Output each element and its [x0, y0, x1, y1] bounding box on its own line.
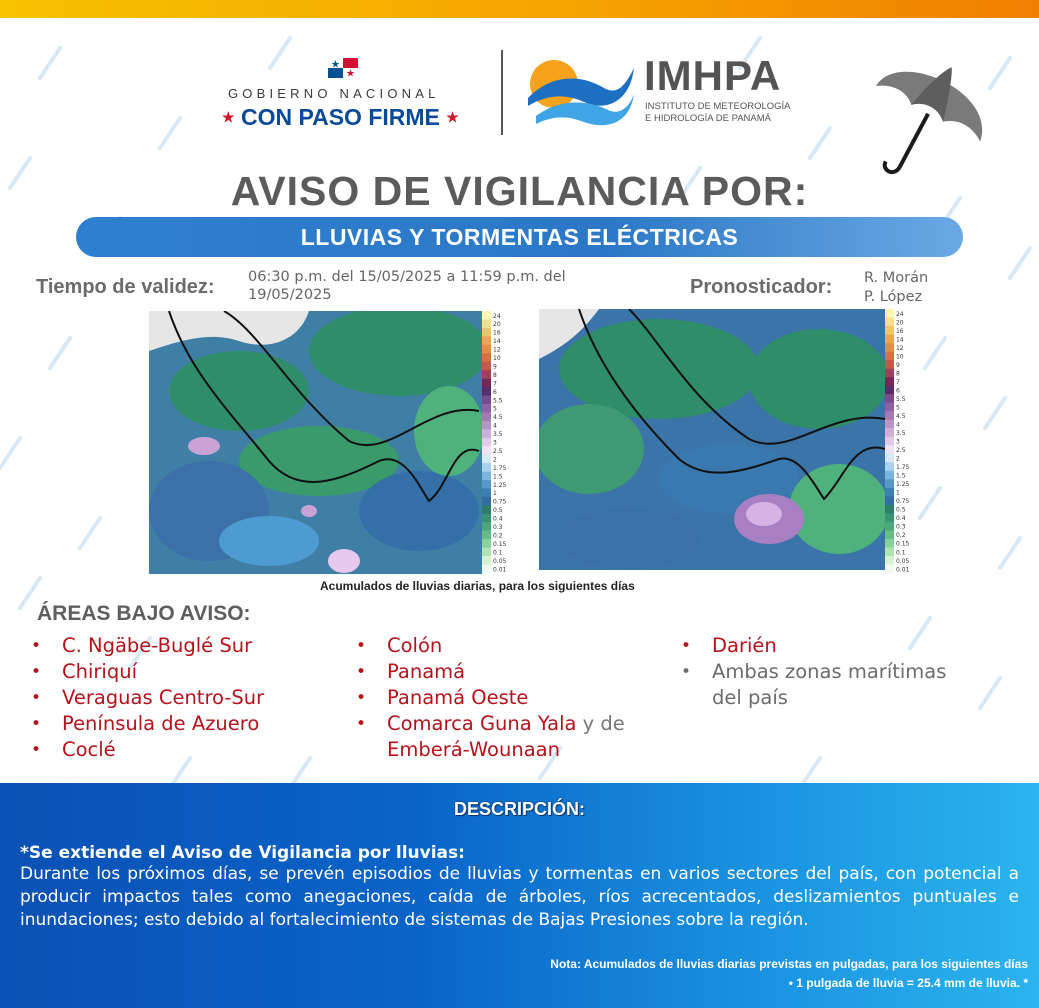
- validity-label: Tiempo de validez:: [36, 276, 215, 298]
- scale-label: 4.5: [493, 414, 503, 422]
- area-item: • Coclé: [31, 737, 264, 763]
- scale-swatch: [885, 547, 894, 556]
- scale-label: 6: [896, 387, 900, 395]
- scale-label: 14: [896, 336, 904, 344]
- scale-label: 1.75: [896, 464, 910, 472]
- areas-column-3: [681, 633, 946, 711]
- government-slogan: [222, 104, 459, 131]
- scale-label: 0.75: [493, 498, 507, 506]
- scale-swatch: [885, 437, 894, 446]
- scale-swatch: [482, 412, 491, 421]
- scale-label: 12: [896, 344, 904, 352]
- footnote-line2: • 1 pulgada de lluvia = 25.4 mm de lluvia. *: [788, 976, 1028, 990]
- scale-swatch: [482, 463, 491, 472]
- area-part: Ambas zonas marítimas: [712, 660, 947, 683]
- rain-scale-day1: [482, 311, 513, 573]
- panama-flag-icon: [328, 58, 358, 78]
- scale-swatch: [482, 446, 491, 455]
- scale-swatch: [482, 522, 491, 531]
- scale-label: 5.5: [493, 397, 503, 405]
- scale-label: 20: [493, 321, 501, 329]
- scale-swatch: [885, 394, 894, 403]
- agency-full-name: [645, 101, 791, 125]
- scale-swatch: [482, 345, 491, 354]
- forecaster-name: P. López: [864, 289, 923, 305]
- scale-swatch: [482, 396, 491, 405]
- rain-map-day2: [539, 309, 885, 570]
- scale-swatch: [482, 497, 491, 506]
- scale-label: 7: [896, 378, 900, 386]
- scale-label: 1.5: [896, 472, 906, 480]
- area-item: • Darién: [681, 633, 946, 659]
- scale-swatch: [885, 411, 894, 420]
- scale-label: 9: [896, 361, 900, 369]
- star-icon: ★: [446, 109, 459, 125]
- scale-swatch: [482, 404, 491, 413]
- scale-swatch: [885, 309, 894, 318]
- description-body: Durante los próximos días, se prevén episodios de lluvias y tormentas en varios sectores del país, con potencial a producir impactos tales como anegaciones, caída de árboles, ríos acrecentados, deslizamientos puntuales e inundaciones; esto debido al fortalecimiento de sistemas de Bajas Presiones sobre la región.: [20, 864, 1019, 930]
- area-item: • Chiriquí: [31, 659, 264, 685]
- area-item: • Panamá: [356, 659, 625, 685]
- scale-label: 3: [896, 438, 900, 446]
- scale-swatch: [885, 445, 894, 454]
- scale-swatch: [885, 343, 894, 352]
- scale-label: 6: [493, 388, 497, 396]
- agency-name-line1: INSTITUTO DE METEOROLOGÍA: [645, 101, 791, 112]
- scale-swatch: [885, 386, 894, 395]
- validity-value: 06:30 p.m. del 15/05/2025 a 11:59 p.m. del 19/05/2025: [248, 269, 566, 303]
- scale-label: 5.5: [896, 395, 906, 403]
- scale-swatch: [885, 488, 894, 497]
- scale-swatch: [482, 565, 491, 573]
- scale-label: 10: [493, 355, 501, 363]
- scale-swatch: [482, 488, 491, 497]
- area-item: • Península de Azuero: [31, 711, 264, 737]
- scale-swatch: [885, 335, 894, 344]
- scale-label: 0.15: [896, 540, 910, 548]
- forecaster-label: Pronosticador:: [690, 276, 833, 298]
- scale-swatch: [482, 370, 491, 379]
- scale-swatch: [482, 455, 491, 464]
- scale-swatch: [885, 513, 894, 522]
- area-part: del país: [712, 686, 788, 709]
- scale-swatch: [482, 387, 491, 396]
- scale-label: 24: [896, 310, 904, 318]
- area-item-maritime: [681, 659, 946, 711]
- imhpa-logo-icon: [526, 54, 636, 130]
- scale-swatch: [482, 556, 491, 565]
- scale-label: 0.4: [896, 515, 906, 523]
- maps-caption: Acumulados de lluvias diarias, para los siguientes días: [320, 579, 635, 593]
- scale-swatch: [482, 438, 491, 447]
- scale-swatch: [482, 328, 491, 337]
- scale-label: 2.5: [493, 447, 503, 455]
- scale-swatch: [885, 530, 894, 539]
- scale-label: 5: [896, 404, 900, 412]
- scale-label: 4: [896, 421, 900, 429]
- scale-label: 4: [493, 422, 497, 430]
- area-item: [356, 711, 625, 763]
- alert-subtitle: LLUVIAS Y TORMENTAS ELÉCTRICAS: [300, 224, 739, 250]
- scale-label: 3.5: [896, 430, 906, 438]
- scale-swatch: [482, 531, 491, 540]
- scale-swatch: [482, 421, 491, 430]
- area-item: • Veraguas Centro-Sur: [31, 685, 264, 711]
- scale-label: 0.1: [896, 549, 906, 557]
- scale-swatch: [885, 539, 894, 548]
- scale-swatch: [482, 379, 491, 388]
- area-item: • Colón: [356, 633, 625, 659]
- scale-label: 10: [896, 353, 904, 361]
- scale-swatch: [885, 479, 894, 488]
- star-icon: ★: [222, 109, 235, 125]
- scale-label: 1.25: [896, 481, 910, 489]
- scale-swatch: [482, 514, 491, 523]
- top-accent-bar: [0, 0, 1039, 18]
- scale-label: 1: [493, 490, 497, 498]
- scale-label: 1.5: [493, 473, 503, 481]
- agency-name-line2: E HIDROLOGÍA DE PANAMÁ: [645, 113, 771, 124]
- rain-scale-day2: [885, 309, 916, 573]
- area-item: • Panamá Oeste: [356, 685, 625, 711]
- scale-label: 16: [896, 327, 904, 335]
- scale-label: 8: [493, 371, 497, 379]
- scale-label: 14: [493, 338, 501, 346]
- agency-acronym: IMHPA: [644, 52, 782, 99]
- areas-title: ÁREAS BAJO AVISO:: [37, 602, 251, 625]
- government-line1: GOBIERNO NACIONAL: [228, 86, 440, 101]
- scale-label: 0.4: [493, 515, 503, 523]
- scale-label: 8: [896, 370, 900, 378]
- scale-swatch: [885, 360, 894, 369]
- forecaster-name: R. Morán: [864, 270, 929, 286]
- government-logo: [222, 56, 484, 136]
- scale-label: 2.5: [896, 447, 906, 455]
- scale-swatch: [885, 522, 894, 531]
- scale-swatch: [482, 505, 491, 514]
- scale-swatch: [885, 496, 894, 505]
- footnote-line1: Nota: Acumulados de lluvias diarias previstas en pulgadas, para los siguientes días: [550, 957, 1028, 971]
- rain-map-day1: [149, 311, 482, 574]
- scale-label: 0.2: [493, 532, 503, 540]
- alert-subtitle-banner: [76, 217, 963, 257]
- scale-swatch: [482, 480, 491, 489]
- scale-swatch: [885, 462, 894, 471]
- scale-swatch: [885, 420, 894, 429]
- scale-label: 3: [493, 439, 497, 447]
- description-panel: [0, 783, 1039, 1008]
- scale-swatch: [885, 564, 894, 573]
- scale-swatch: [885, 556, 894, 565]
- scale-label: 7: [493, 380, 497, 388]
- footnote: [550, 955, 1028, 993]
- scale-label: 24: [493, 312, 501, 320]
- scale-swatch: [885, 505, 894, 514]
- area-item: • C. Ngäbe-Buglé Sur: [31, 633, 264, 659]
- description-title: DESCRIPCIÓN:: [453, 799, 585, 819]
- scale-label: 0.2: [896, 532, 906, 540]
- scale-swatch: [885, 369, 894, 378]
- scale-label: 0.15: [493, 540, 507, 548]
- scale-swatch: [885, 326, 894, 335]
- scale-label: 12: [493, 346, 501, 354]
- scale-swatch: [482, 311, 491, 320]
- scale-swatch: [482, 472, 491, 481]
- scale-swatch: [482, 336, 491, 345]
- area-part: Comarca Guna Yala: [387, 712, 577, 735]
- scale-swatch: [482, 539, 491, 548]
- scale-swatch: [885, 352, 894, 361]
- scale-label: 16: [493, 329, 501, 337]
- scale-swatch: [885, 428, 894, 437]
- scale-label: 9: [493, 363, 497, 371]
- scale-label: 0.05: [896, 557, 910, 565]
- government-slogan-text: CON PASO FIRME: [240, 104, 440, 130]
- scale-swatch: [482, 319, 491, 328]
- scale-label: 3.5: [493, 431, 503, 439]
- scale-label: 0.01: [493, 566, 507, 573]
- areas-column-2: [356, 633, 625, 763]
- scale-label: 5: [493, 405, 497, 413]
- scale-label: 0.1: [493, 549, 503, 557]
- scale-label: 0.5: [896, 506, 906, 514]
- scale-label: 1: [896, 489, 900, 497]
- scale-label: 20: [896, 319, 904, 327]
- scale-label: 0.75: [896, 498, 910, 506]
- scale-label: 0.05: [493, 557, 507, 565]
- scale-swatch: [482, 548, 491, 557]
- scale-label: 4.5: [896, 412, 906, 421]
- scale-swatch: [885, 403, 894, 412]
- scale-swatch: [885, 318, 894, 327]
- areas-column-1: [31, 633, 264, 763]
- scale-label: 0.3: [896, 523, 906, 531]
- scale-swatch: [885, 454, 894, 463]
- scale-swatch: [482, 353, 491, 362]
- scale-label: 1.75: [493, 464, 507, 472]
- scale-label: 2: [896, 455, 900, 463]
- alert-title: AVISO DE VIGILANCIA POR:: [230, 168, 809, 214]
- scale-label: 0.3: [493, 524, 503, 532]
- scale-label: 0.5: [493, 507, 503, 515]
- description-lead: *Se extiende el Aviso de Vigilancia por lluvias:: [20, 843, 465, 863]
- area-part: Emberá-Wounaan: [387, 738, 560, 761]
- umbrella-icon: [862, 52, 997, 187]
- scale-label: 0.01: [896, 566, 910, 573]
- forecaster-names: [864, 269, 928, 307]
- area-connector: y de: [576, 712, 625, 735]
- scale-label: 1.25: [493, 481, 507, 489]
- scale-label: 2: [493, 456, 497, 464]
- scale-swatch: [482, 362, 491, 371]
- scale-swatch: [482, 429, 491, 438]
- scale-swatch: [885, 471, 894, 480]
- logo-divider: [501, 50, 503, 135]
- scale-swatch: [885, 377, 894, 386]
